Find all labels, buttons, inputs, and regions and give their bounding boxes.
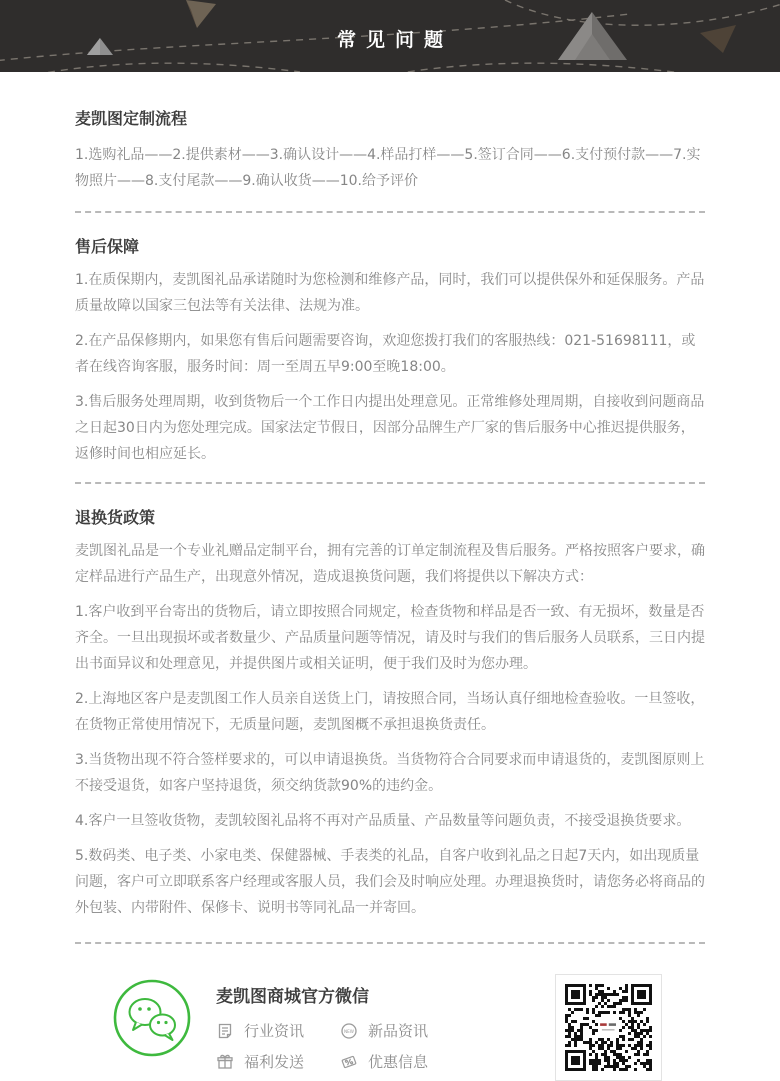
dashed-divider: [75, 211, 705, 213]
wechat-icon: [112, 978, 192, 1058]
gift-icon: [216, 1053, 234, 1071]
process-steps-text: 1.选购礼品——2.提供素材——3.确认设计——4.样品打样——5.签订合同——6.支付预付款——7.实物照片——8.支付尾款——9.确认收货——10.给予评价: [75, 147, 701, 189]
return-policy-paragraph: 1.客户收到平台寄出的货物后，请立即按照合同规定，检查货物和样品是否一致、有无损坏，数量是否齐全。一旦出现损坏或者数量少、产品质量问题等情况，请及时与我们的售后服务人员联系，三日内提出书面异议和处理意见，并提供图片或相关证明，便于我们及时为您办理。: [75, 604, 705, 672]
dashed-divider: [75, 942, 705, 944]
wechat-info-block: [216, 966, 440, 1072]
new-badge-icon: [340, 1022, 358, 1040]
aftersale-paragraph: 1.在质保期内，麦凯图礼品承诺随时为您检测和维修产品，同时，我们可以提供保外和延保服务。产品质量故障以国家三包法等有关法律、法规为准。: [75, 272, 705, 314]
dashed-divider: [75, 482, 705, 484]
wechat-feature-discount: [340, 1051, 440, 1072]
section-custom-process: [75, 108, 705, 194]
section-heading-process: 麦凯图定制流程: [75, 109, 188, 128]
wechat-feature-label: 行业资讯: [244, 1022, 305, 1040]
new-badge-text: NEW: [344, 1028, 354, 1034]
section-aftersale: [75, 236, 705, 467]
wechat-feature-label: 福利发送: [244, 1053, 305, 1071]
coupon-icon: [340, 1053, 358, 1071]
section-return-policy: [75, 507, 705, 921]
wechat-feature-grid: [216, 1020, 440, 1072]
aftersale-paragraph: 3.售后服务处理周期，收到货物后一个工作日内提出处理意见。正常维修处理周期，自接收到问题商品之日起30日内为您处理完成。国家法定节假日，因部分品牌生产厂家的售后服务中心推迟提供服务，返修时间也相应延长。: [75, 394, 705, 462]
return-policy-paragraph: 5.数码类、电子类、小家电类、保健器械、手表类的礼品，自客户收到礼品之日起7天内，如出现质量问题，客户可立即联系客户经理或客服人员，我们会及时响应处理。办理退换货时，请您务必将商品的外包装、内带附件、保修卡、说明书等同礼品一并寄回。: [75, 848, 705, 916]
return-policy-paragraph: 3.当货物出现不符合签样要求的，可以申请退换货。当货物符合合同要求而申请退货的，麦凯图原则上不接受退货，如客户坚持退货，须交纳货款90%的违约金。: [75, 752, 705, 794]
news-doc-icon: [216, 1022, 234, 1040]
section-heading-return: 退换货政策: [75, 508, 156, 527]
content: [0, 108, 780, 944]
section-heading-aftersale: 售后保障: [75, 237, 140, 256]
wechat-feature-welfare: [216, 1051, 316, 1072]
return-policy-paragraph: 4.客户一旦签收货物，麦凯较图礼品将不再对产品质量、产品数量等问题负责，不接受退换货要求。: [75, 813, 691, 829]
wechat-feature-industry: [216, 1020, 316, 1041]
qr-code: [555, 974, 662, 1081]
page-header: [0, 0, 780, 72]
wechat-title: 麦凯图商城官方微信: [216, 987, 369, 1007]
return-policy-paragraph: 2.上海地区客户是麦凯图工作人员亲自送货上门，请按照合同，当场认真仔细地检查验收。一旦签收，在货物正常使用情况下，无质量问题，麦凯图概不承担退换货责任。: [75, 691, 705, 733]
wechat-feature-label: 优惠信息: [368, 1053, 429, 1071]
return-policy-intro: 麦凯图礼品是一个专业礼赠品定制平台，拥有完善的订单定制流程及售后服务。严格按照客户要求，确定样品进行产品生产，出现意外情况，造成退换货问题，我们将提供以下解决方式：: [75, 543, 705, 585]
aftersale-paragraph: 2.在产品保修期内，如果您有售后问题需要咨询，欢迎您拨打我们的客服热线：021-51698111，或者在线咨询客服，服务时间：周一至周五早9:00至晚18:00。: [75, 333, 696, 375]
wechat-feature-newproducts: [340, 1020, 440, 1041]
page-title: 常见问题: [336, 29, 453, 51]
footer: [0, 966, 780, 1081]
wechat-feature-label: 新品资讯: [368, 1022, 429, 1040]
